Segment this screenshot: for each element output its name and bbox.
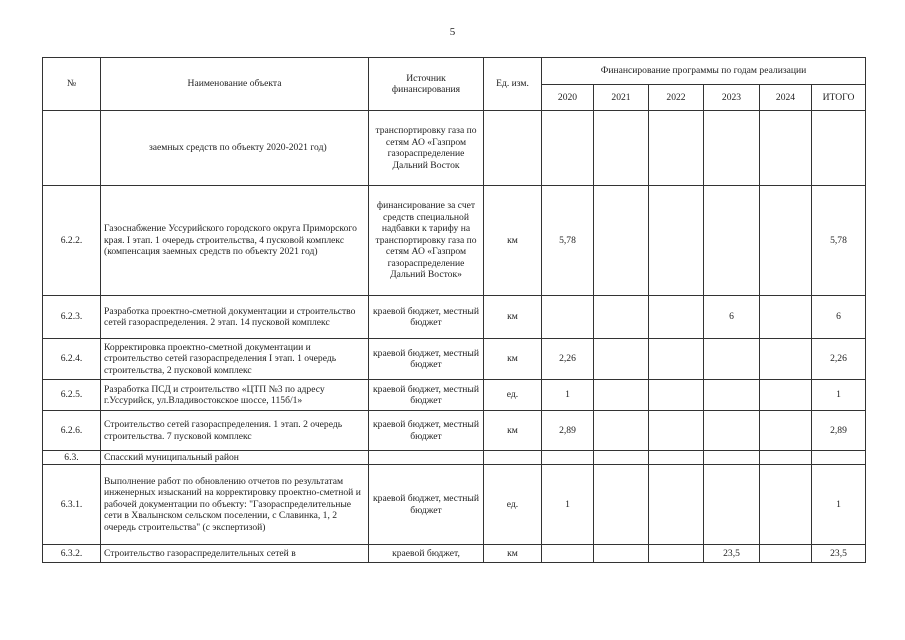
row-source: краевой бюджет, местный бюджет	[369, 380, 484, 411]
row-2023	[704, 380, 760, 411]
row-unit: км	[484, 339, 542, 380]
row-unit: км	[484, 411, 542, 451]
header-funding: Финансирование программы по годам реализации	[542, 58, 866, 85]
header-unit: Ед. изм.	[484, 58, 542, 111]
row-unit	[484, 111, 542, 186]
row-name: Спасский муниципальный район	[101, 451, 369, 465]
header-year-2022: 2022	[649, 85, 704, 111]
row-2023	[704, 411, 760, 451]
table-row	[43, 339, 866, 380]
row-num: 6.2.6.	[43, 411, 101, 451]
row-2024	[760, 186, 812, 296]
row-2021	[594, 296, 649, 339]
row-num: 6.3.1.	[43, 465, 101, 545]
row-name: Строительство сетей газораспределения. 1 этап. 2 очередь строительства. 7 пусковой комплекс	[101, 411, 369, 451]
row-2024	[760, 411, 812, 451]
table-row	[43, 411, 866, 451]
row-num	[43, 111, 101, 186]
row-unit	[484, 451, 542, 465]
row-2023	[704, 111, 760, 186]
table-row	[43, 186, 866, 296]
row-num: 6.2.4.	[43, 339, 101, 380]
row-total: 2,26	[812, 339, 866, 380]
row-2020	[542, 545, 594, 563]
page-number: 5	[449, 26, 456, 38]
row-source: краевой бюджет, местный бюджет	[369, 296, 484, 339]
header-num: №	[43, 58, 101, 111]
row-2023: 6	[704, 296, 760, 339]
row-2023	[704, 451, 760, 465]
header-year-2020: 2020	[542, 85, 594, 111]
header-year-2023: 2023	[704, 85, 760, 111]
row-total	[812, 451, 866, 465]
row-source: транспортировку газа по сетям АО «Газпром газораспределение Дальний Восток	[369, 111, 484, 186]
row-name: Разработка ПСД и строительство «ЦТП №3 по адресу г.Уссурийск, ул.Владивостокское шоссе, 115б/1»	[101, 380, 369, 411]
row-total: 1	[812, 380, 866, 411]
table-row	[43, 465, 866, 545]
row-source: краевой бюджет, местный бюджет	[369, 465, 484, 545]
row-2021	[594, 545, 649, 563]
row-2021	[594, 339, 649, 380]
row-2022	[649, 465, 704, 545]
row-source: финансирование за счет средств специальной надбавки к тарифу на транспортировку газа по сетям АО «Газпром газораспределение Дальний Восток»	[369, 186, 484, 296]
row-num: 6.3.2.	[43, 545, 101, 563]
row-2024	[760, 339, 812, 380]
row-2023	[704, 186, 760, 296]
row-2022	[649, 411, 704, 451]
table-row	[43, 111, 866, 186]
row-source: краевой бюджет, местный бюджет	[369, 411, 484, 451]
row-2023	[704, 465, 760, 545]
row-2024	[760, 545, 812, 563]
row-2022	[649, 451, 704, 465]
row-num: 6.2.5.	[43, 380, 101, 411]
row-total: 1	[812, 465, 866, 545]
row-total: 2,89	[812, 411, 866, 451]
table-row	[43, 380, 866, 411]
row-2023: 23,5	[704, 545, 760, 563]
row-2020	[542, 111, 594, 186]
header-source: Источник финансирования	[369, 58, 484, 111]
row-name: заемных средств по объекту 2020-2021 год)	[101, 111, 369, 186]
row-2021	[594, 380, 649, 411]
header-name: Наименование объекта	[101, 58, 369, 111]
funding-table	[42, 57, 866, 563]
row-unit: км	[484, 296, 542, 339]
row-unit: км	[484, 545, 542, 563]
table-row	[43, 545, 866, 563]
row-name: Строительство газораспределительных сетей в	[101, 545, 369, 563]
row-2020: 5,78	[542, 186, 594, 296]
header-total: ИТОГО	[812, 85, 866, 111]
row-2024	[760, 111, 812, 186]
row-2024	[760, 296, 812, 339]
row-2021	[594, 465, 649, 545]
row-2024	[760, 380, 812, 411]
header-year-2021: 2021	[594, 85, 649, 111]
row-total	[812, 111, 866, 186]
row-2021	[594, 186, 649, 296]
row-name: Выполнение работ по обновлению отчетов по результатам инженерных изысканий на корректировку проектно-сметной и рабочей документации по объекту: "Газораспределительные сети в Хвалынском сельском поселении, с Славинка, 1, 2 очередь строительства" (с экспертизой)	[101, 465, 369, 545]
row-2020: 2,89	[542, 411, 594, 451]
row-2020	[542, 451, 594, 465]
row-name: Корректировка проектно-сметной документации и строительство сетей газораспределения I этап. 1 очередь строительства, 2 пусковой комплекс	[101, 339, 369, 380]
row-source	[369, 451, 484, 465]
row-2022	[649, 186, 704, 296]
row-source: краевой бюджет, местный бюджет	[369, 339, 484, 380]
row-total: 6	[812, 296, 866, 339]
row-2020: 2,26	[542, 339, 594, 380]
row-2021	[594, 111, 649, 186]
row-2022	[649, 296, 704, 339]
row-num: 6.2.3.	[43, 296, 101, 339]
row-total: 23,5	[812, 545, 866, 563]
row-total: 5,78	[812, 186, 866, 296]
row-num: 6.2.2.	[43, 186, 101, 296]
row-2024	[760, 465, 812, 545]
row-2021	[594, 451, 649, 465]
row-2020: 1	[542, 465, 594, 545]
header-year-2024: 2024	[760, 85, 812, 111]
row-source: краевой бюджет,	[369, 545, 484, 563]
row-unit: ед.	[484, 380, 542, 411]
row-name: Разработка проектно-сметной документации и строительство сетей газораспределения. 2 этап. 14 пусковой комплекс	[101, 296, 369, 339]
table-row-section	[43, 451, 866, 465]
row-unit: км	[484, 186, 542, 296]
row-name: Газоснабжение Уссурийского городского округа Приморского края. I этап. 1 очередь строительства, 4 пусковой комплекс (компенсация заемных средств по объекту 2021 год)	[101, 186, 369, 296]
row-2022	[649, 111, 704, 186]
row-2023	[704, 339, 760, 380]
row-num: 6.3.	[43, 451, 101, 465]
row-2022	[649, 545, 704, 563]
row-2020	[542, 296, 594, 339]
row-2022	[649, 380, 704, 411]
table-row	[43, 296, 866, 339]
row-unit: ед.	[484, 465, 542, 545]
row-2022	[649, 339, 704, 380]
row-2024	[760, 451, 812, 465]
row-2020: 1	[542, 380, 594, 411]
row-2021	[594, 411, 649, 451]
